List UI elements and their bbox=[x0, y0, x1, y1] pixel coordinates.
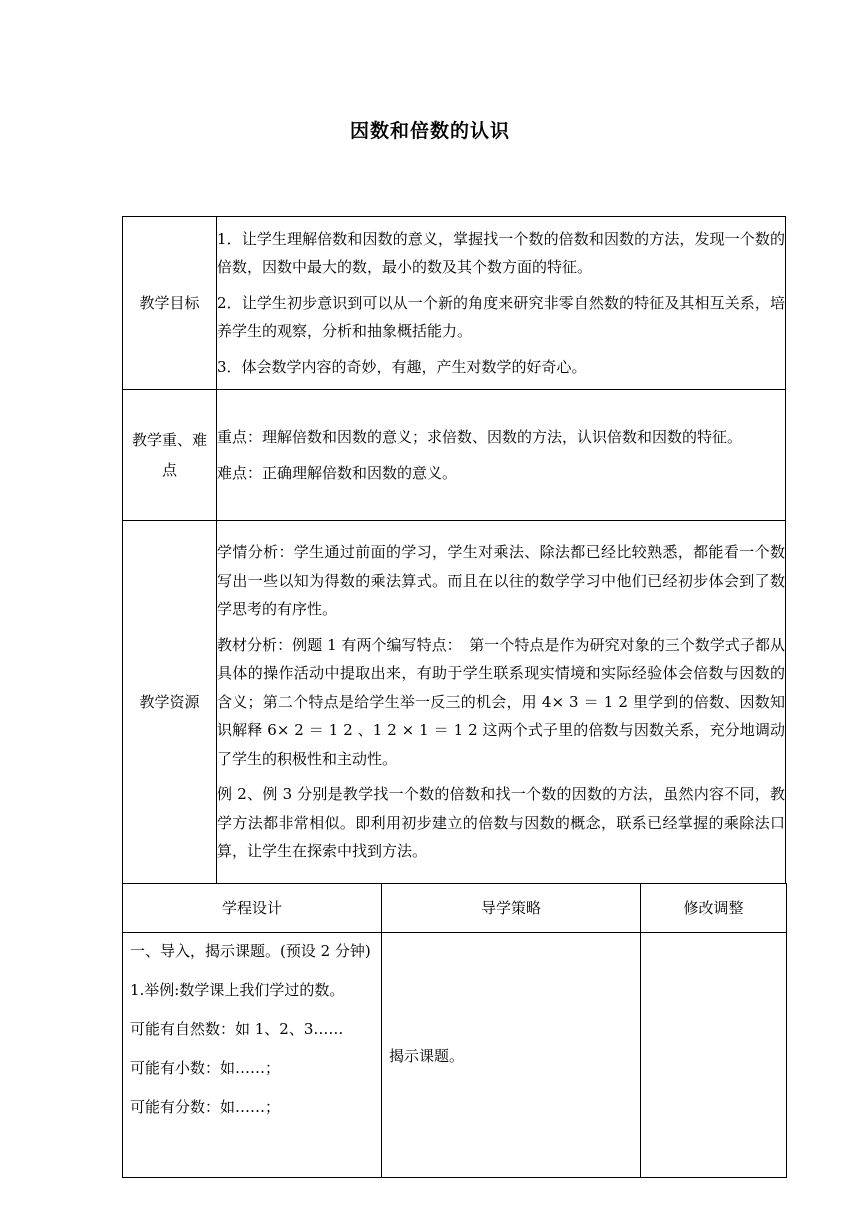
key-point-item: 重点：理解倍数和因数的意义；求倍数、因数的方法，认识倍数和因数的特征。 bbox=[217, 428, 743, 446]
row-content-objectives bbox=[217, 217, 786, 390]
row-label-key-points bbox=[123, 390, 217, 521]
page-title: 因数和倍数的认识 bbox=[349, 120, 510, 142]
design-table-header bbox=[123, 883, 787, 933]
row-key-points bbox=[123, 390, 786, 521]
design-table-row bbox=[123, 933, 787, 1178]
strategy-cell: 揭示课题。 bbox=[382, 933, 641, 1178]
key-points-label-text: 教学重、难点 bbox=[131, 431, 207, 479]
adjust-cell bbox=[641, 933, 787, 1178]
design-table bbox=[122, 883, 787, 1178]
row-content-resources bbox=[217, 521, 786, 884]
design-line: 可能有小数：如……； bbox=[130, 1059, 281, 1077]
objective-item: 2．让学生初步意识到可以从一个新的角度来研究非零自然数的特征及其相互关系，培养学生的观察，分析和抽象概括能力。 bbox=[217, 293, 785, 341]
header-design: 学程设计 bbox=[123, 883, 382, 933]
objective-item: 1．让学生理解倍数和因数的意义，掌握找一个数的倍数和因数的方法，发现一个数的倍数，因数中最大的数，最小的数及其个数方面的特征。 bbox=[217, 229, 785, 277]
resource-item: 学情分析：学生通过前面的学习，学生对乘法、除法都已经比较熟悉，都能看一个数写出一些以知为得数的乘法算式。而且在以往的数学学习中他们已经初步体会到了数学思考的有序性。 bbox=[217, 543, 785, 619]
row-label-objectives: 教学目标 bbox=[123, 217, 217, 390]
design-line: 一、导入，揭示课题。(预设 2 分钟) bbox=[130, 942, 371, 960]
lesson-info-table bbox=[122, 216, 786, 884]
header-adjust: 修改调整 bbox=[641, 883, 787, 933]
row-content-key-points bbox=[217, 390, 786, 521]
row-label-resources: 教学资源 bbox=[123, 521, 217, 884]
design-cell bbox=[123, 933, 382, 1178]
row-objectives bbox=[123, 217, 786, 390]
row-resources bbox=[123, 521, 786, 884]
design-line: 可能有自然数：如 1、2、3…… bbox=[130, 1020, 344, 1038]
resource-item: 例 2、例 3 分别是教学找一个数的倍数和找一个数的因数的方法，虽然内容不同，教学方法都非常相似。即利用初步建立的倍数与因数的概念，联系已经掌握的乘除法口算，让学生在探索中找到方法。 bbox=[217, 785, 785, 861]
design-line: 1.举例:数学课上我们学过的数。 bbox=[130, 981, 345, 999]
objective-item: 3．体会数学内容的奇妙，有趣，产生对数学的好奇心。 bbox=[217, 357, 587, 376]
key-point-item: 难点：正确理解倍数和因数的意义。 bbox=[217, 463, 458, 482]
resource-item: 教材分析：例题 1 有两个编写特点： 第一个特点是作为研究对象的三个数学式子都从具体的操作活动中提取出来，有助于学生联系现实情境和实际经验体会倍数与因数的含义；第二个特点是给学生举一反三的机会，用 4× 3 ＝ 1 2 里学到的倍数、因数知识解释 6× 2 ＝ 1 2 、1 2 × 1 ＝ 1 2 这两个式子里的倍数与因数关系，充分地调动了学生的积极性和主动性。 bbox=[217, 635, 785, 768]
header-strategy: 导学策略 bbox=[382, 883, 641, 933]
design-line: 可能有分数：如……； bbox=[130, 1098, 281, 1116]
